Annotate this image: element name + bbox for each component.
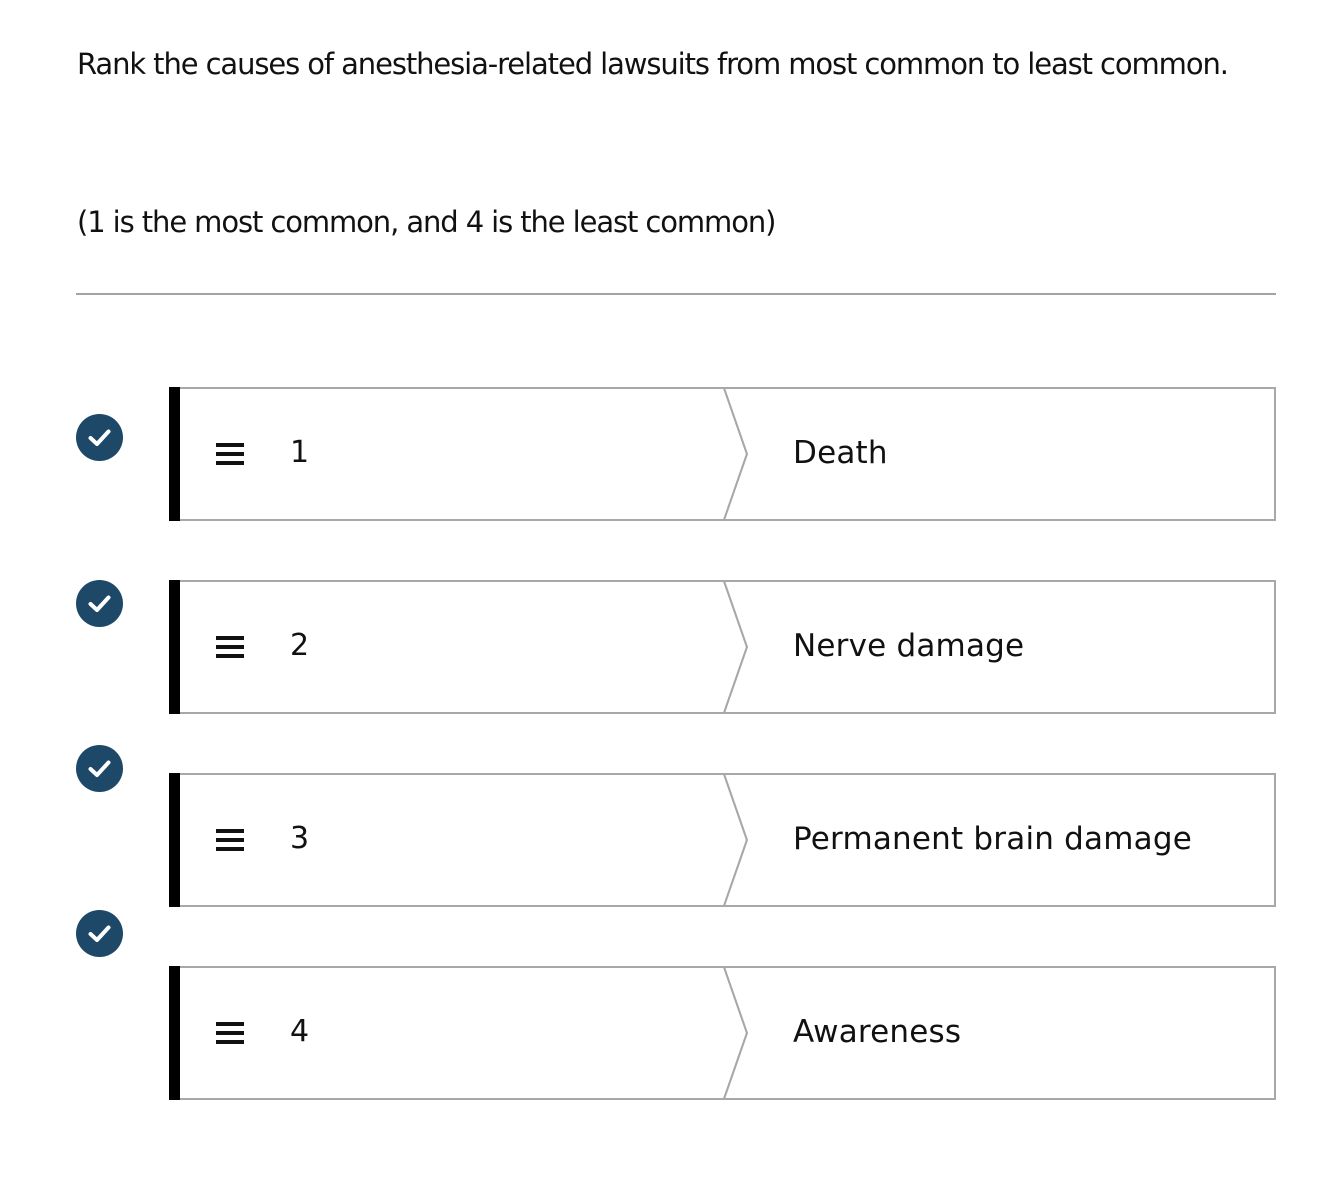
check-icon [76, 580, 123, 627]
ranked-item-label: Death [793, 435, 888, 471]
drag-handle-icon[interactable] [216, 633, 244, 661]
divider [76, 293, 1276, 295]
ranking-row[interactable] [169, 580, 1276, 714]
rank-number: 2 [290, 628, 310, 663]
check-icon [76, 910, 123, 957]
ranked-item-label: Permanent brain damage [793, 821, 1192, 857]
ranking-row[interactable] [169, 773, 1276, 907]
ranking-row[interactable] [169, 966, 1276, 1100]
check-icon [76, 745, 123, 792]
question-text: Rank the causes of anesthesia-related lawsuits from most common to least common. [77, 47, 1228, 81]
instruction-text: (1 is the most common, and 4 is the least common) [77, 205, 776, 239]
ranked-item-label: Nerve damage [793, 628, 1025, 664]
ranked-item-label: Awareness [793, 1014, 962, 1050]
drag-handle-icon[interactable] [216, 1019, 244, 1047]
rank-number: 1 [290, 435, 310, 470]
drag-handle-icon[interactable] [216, 826, 244, 854]
rank-number: 3 [290, 821, 310, 856]
ranking-row[interactable] [169, 387, 1276, 521]
drag-handle-icon[interactable] [216, 440, 244, 468]
rank-number: 4 [290, 1014, 310, 1049]
check-icon [76, 414, 123, 461]
